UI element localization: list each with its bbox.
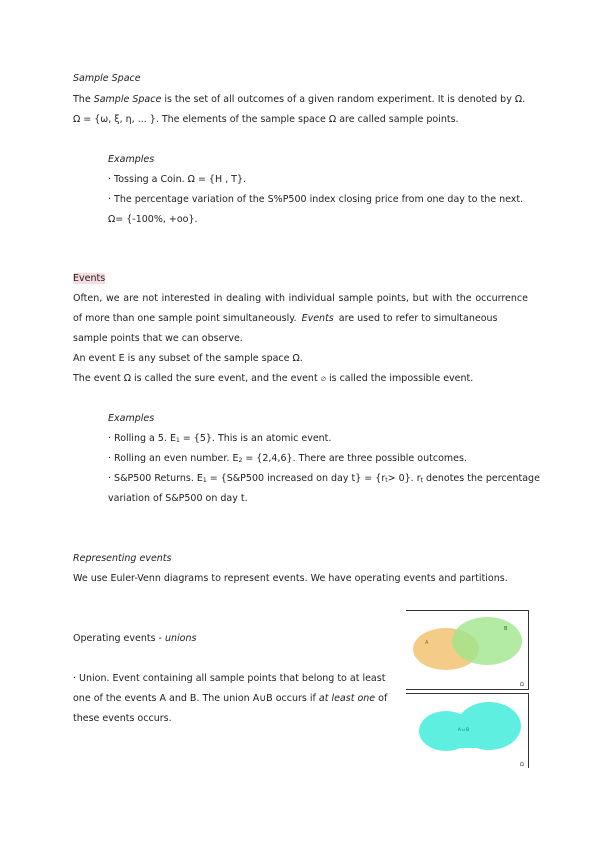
union-label: A ∪ B: [458, 727, 469, 732]
venn-diagram-a-b: [406, 610, 529, 690]
event-b-label: B: [504, 626, 508, 632]
representing-heading: Representing events: [73, 553, 172, 564]
events-heading: Events: [73, 273, 106, 284]
sample-space-points: Ω = {ω, ξ, η, ... }. The elements of the sample space Ω are called sample points.: [73, 114, 459, 125]
union-line-2: one of the events A and B. The union A∪B occurs if at least one of: [73, 693, 388, 704]
sample-space-corner-label: Ω: [520, 682, 524, 688]
events-subset-definition: An event E is any subset of the sample space Ω.: [73, 353, 303, 364]
events-example-sp500-cont: variation of S&P500 on day t.: [108, 493, 248, 504]
event-b-ellipse: [452, 617, 522, 665]
events-sure-impossible: The event Ω is called the sure event, and the event ∅ is called the impossible event.: [73, 373, 474, 384]
events-example-roll-5: · Rolling a 5. $E_1 = \{5\}$. This is an atomic event.: [108, 433, 332, 444]
events-paragraph-line-1: Often, we are not interested in dealing with individual sample points, but with the occurrence: [73, 293, 528, 304]
event-a-label: A: [425, 640, 429, 646]
empty-set-symbol: ∅: [320, 376, 326, 383]
union-corner-label: Ω: [520, 762, 524, 768]
events-examples-heading: Examples: [108, 413, 155, 424]
operating-heading: Operating events - unions: [73, 633, 197, 644]
sample-space-definition: The Sample Space is the set of all outcomes of a given random experiment. It is denoted by Ω.: [73, 94, 526, 105]
events-paragraph-line-3: sample points that we can observe.: [73, 333, 243, 344]
sample-space-example-range: Ω= {-100%, +oo}.: [108, 214, 198, 225]
events-example-even: · Rolling an even number. $E_2 = \{2,4,6\}$. There are three possible outcomes.: [108, 453, 467, 464]
union-shape: [419, 702, 521, 751]
sample-space-examples-heading: Examples: [108, 154, 155, 165]
representing-text: We use Euler-Venn diagrams to represent events. We have operating events and partitions.: [73, 573, 508, 584]
sample-space-example-coin: · Tossing a Coin. Ω = {H , T}.: [108, 174, 247, 185]
sample-space-example-sp500: · The percentage variation of the S%P500 index closing price from one day to the next.: [108, 194, 524, 205]
venn-diagram-union: [406, 693, 529, 768]
events-example-sp500: · S&P500 Returns. $E_1$ = {S&P500 increased on day $t\} = \{r_t> 0\}$. $r_t$ denotes the percentage: [108, 473, 540, 484]
union-line-3: these events occurs.: [73, 713, 172, 724]
union-line-1: · Union. Event containing all sample points that belong to at least: [73, 673, 386, 684]
sample-space-heading: Sample Space: [73, 73, 141, 84]
events-paragraph-line-2: of more than one sample point simultaneously. Events are used to refer to simultaneous: [73, 313, 498, 324]
